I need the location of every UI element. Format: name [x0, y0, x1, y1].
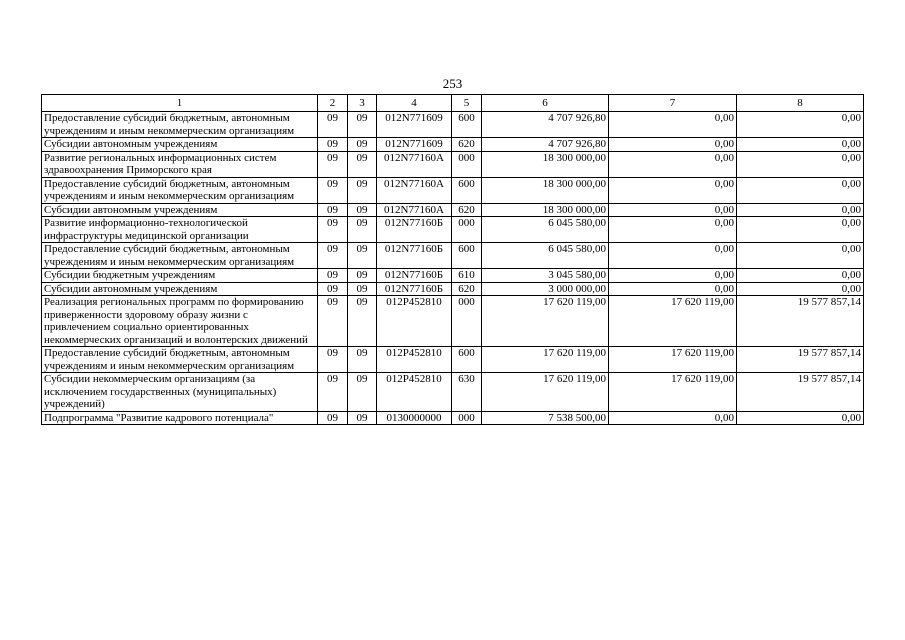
- amount-col8-cell: 0,00: [737, 151, 864, 177]
- table-row: [42, 217, 864, 243]
- column-header: 8: [737, 95, 864, 112]
- amount-col6-cell: 4 707 926,80: [482, 138, 609, 152]
- page-number: 253: [442, 76, 463, 91]
- amount-col7-cell: 17 620 119,00: [609, 296, 737, 347]
- section-code-cell: 09: [318, 243, 348, 269]
- target-article-cell: 012N77160Б: [377, 282, 452, 296]
- amount-col8-cell: 19 577 857,14: [737, 347, 864, 373]
- target-article-cell: 012N771609: [377, 112, 452, 138]
- target-article-cell: 012N77160Б: [377, 243, 452, 269]
- expense-type-cell: 610: [452, 269, 482, 283]
- amount-col7-cell: 0,00: [609, 177, 737, 203]
- target-article-cell: 012P452810: [377, 296, 452, 347]
- subsection-code-cell: 09: [348, 282, 377, 296]
- table-row: [42, 296, 864, 347]
- subsection-code-cell: 09: [348, 138, 377, 152]
- amount-col8-cell: 0,00: [737, 177, 864, 203]
- section-code-cell: 09: [318, 177, 348, 203]
- amount-col7-cell: 0,00: [609, 243, 737, 269]
- amount-col8-cell: 19 577 857,14: [737, 296, 864, 347]
- row-name-cell: Предоставление субсидий бюджетным, автономным учреждениям и иным некоммерческим организациям: [42, 177, 318, 203]
- amount-col6-cell: 6 045 580,00: [482, 217, 609, 243]
- expense-type-cell: 600: [452, 347, 482, 373]
- amount-col7-cell: 0,00: [609, 112, 737, 138]
- row-name-cell: Предоставление субсидий бюджетным, автономным учреждениям и иным некоммерческим организациям: [42, 347, 318, 373]
- amount-col8-cell: 0,00: [737, 138, 864, 152]
- expense-type-cell: 620: [452, 282, 482, 296]
- subsection-code-cell: 09: [348, 243, 377, 269]
- target-article-cell: 012N771609: [377, 138, 452, 152]
- table-row: [42, 373, 864, 412]
- target-article-cell: 012N77160Б: [377, 269, 452, 283]
- table-row: [42, 112, 864, 138]
- row-name-cell: Субсидии некоммерческим организациям (за исключением государственных (муниципальных) учреждений): [42, 373, 318, 412]
- section-code-cell: 09: [318, 373, 348, 412]
- subsection-code-cell: 09: [348, 296, 377, 347]
- amount-col7-cell: 0,00: [609, 282, 737, 296]
- header-row: [42, 95, 864, 112]
- amount-col7-cell: 0,00: [609, 151, 737, 177]
- row-name-cell: Субсидии автономным учреждениям: [42, 138, 318, 152]
- table-row: [42, 269, 864, 283]
- expense-type-cell: 600: [452, 112, 482, 138]
- amount-col8-cell: 0,00: [737, 203, 864, 217]
- row-name-cell: Субсидии автономным учреждениям: [42, 282, 318, 296]
- amount-col7-cell: 0,00: [609, 411, 737, 425]
- row-name-cell: Развитие информационно-технологической инфраструктуры медицинской организации: [42, 217, 318, 243]
- amount-col7-cell: 17 620 119,00: [609, 347, 737, 373]
- target-article-cell: 012N77160Б: [377, 217, 452, 243]
- expense-type-cell: 630: [452, 373, 482, 412]
- row-name-cell: Развитие региональных информационных систем здравоохранения Приморского края: [42, 151, 318, 177]
- expense-type-cell: 000: [452, 151, 482, 177]
- amount-col8-cell: 0,00: [737, 243, 864, 269]
- subsection-code-cell: 09: [348, 373, 377, 412]
- amount-col6-cell: 6 045 580,00: [482, 243, 609, 269]
- target-article-cell: 0130000000: [377, 411, 452, 425]
- amount-col6-cell: 18 300 000,00: [482, 151, 609, 177]
- table-row: [42, 347, 864, 373]
- amount-col8-cell: 0,00: [737, 112, 864, 138]
- section-code-cell: 09: [318, 347, 348, 373]
- target-article-cell: 012P452810: [377, 373, 452, 412]
- column-header: 6: [482, 95, 609, 112]
- column-header: 2: [318, 95, 348, 112]
- amount-col6-cell: 18 300 000,00: [482, 203, 609, 217]
- row-name-cell: Реализация региональных программ по формированию приверженности здоровому образу жизни с привлечением социально ориентированных некоммерческих организаций и волонтерских движений: [42, 296, 318, 347]
- expense-type-cell: 620: [452, 138, 482, 152]
- target-article-cell: 012N77160A: [377, 151, 452, 177]
- table-row: [42, 243, 864, 269]
- expense-type-cell: 620: [452, 203, 482, 217]
- expense-type-cell: 600: [452, 243, 482, 269]
- target-article-cell: 012P452810: [377, 347, 452, 373]
- amount-col8-cell: 19 577 857,14: [737, 373, 864, 412]
- section-code-cell: 09: [318, 112, 348, 138]
- section-code-cell: 09: [318, 296, 348, 347]
- amount-col6-cell: 18 300 000,00: [482, 177, 609, 203]
- amount-col6-cell: 3 045 580,00: [482, 269, 609, 283]
- amount-col6-cell: 7 538 500,00: [482, 411, 609, 425]
- subsection-code-cell: 09: [348, 217, 377, 243]
- column-header: 5: [452, 95, 482, 112]
- subsection-code-cell: 09: [348, 347, 377, 373]
- amount-col7-cell: 17 620 119,00: [609, 373, 737, 412]
- section-code-cell: 09: [318, 269, 348, 283]
- table-row: [42, 282, 864, 296]
- target-article-cell: 012N77160A: [377, 203, 452, 217]
- table-row: [42, 203, 864, 217]
- expense-type-cell: 000: [452, 411, 482, 425]
- amount-col6-cell: 17 620 119,00: [482, 347, 609, 373]
- section-code-cell: 09: [318, 411, 348, 425]
- amount-col6-cell: 17 620 119,00: [482, 296, 609, 347]
- expense-type-cell: 000: [452, 217, 482, 243]
- amount-col7-cell: 0,00: [609, 138, 737, 152]
- subsection-code-cell: 09: [348, 269, 377, 283]
- amount-col8-cell: 0,00: [737, 282, 864, 296]
- expense-type-cell: 000: [452, 296, 482, 347]
- amount-col6-cell: 17 620 119,00: [482, 373, 609, 412]
- table-row: [42, 177, 864, 203]
- column-header: 7: [609, 95, 737, 112]
- subsection-code-cell: 09: [348, 177, 377, 203]
- row-name-cell: Подпрограмма "Развитие кадрового потенциала": [42, 411, 318, 425]
- column-header: 1: [42, 95, 318, 112]
- section-code-cell: 09: [318, 217, 348, 243]
- amount-col8-cell: 0,00: [737, 269, 864, 283]
- column-header: 4: [377, 95, 452, 112]
- amount-col8-cell: 0,00: [737, 411, 864, 425]
- expense-type-cell: 600: [452, 177, 482, 203]
- column-header: 3: [348, 95, 377, 112]
- table-row: [42, 138, 864, 152]
- target-article-cell: 012N77160A: [377, 177, 452, 203]
- row-name-cell: Предоставление субсидий бюджетным, автономным учреждениям и иным некоммерческим организациям: [42, 112, 318, 138]
- subsection-code-cell: 09: [348, 112, 377, 138]
- subsection-code-cell: 09: [348, 151, 377, 177]
- section-code-cell: 09: [318, 203, 348, 217]
- amount-col6-cell: 4 707 926,80: [482, 112, 609, 138]
- budget-table: [41, 94, 864, 425]
- subsection-code-cell: 09: [348, 411, 377, 425]
- row-name-cell: Субсидии бюджетным учреждениям: [42, 269, 318, 283]
- section-code-cell: 09: [318, 282, 348, 296]
- row-name-cell: Субсидии автономным учреждениям: [42, 203, 318, 217]
- amount-col6-cell: 3 000 000,00: [482, 282, 609, 296]
- amount-col8-cell: 0,00: [737, 217, 864, 243]
- table-row: [42, 411, 864, 425]
- row-name-cell: Предоставление субсидий бюджетным, автономным учреждениям и иным некоммерческим организациям: [42, 243, 318, 269]
- section-code-cell: 09: [318, 151, 348, 177]
- section-code-cell: 09: [318, 138, 348, 152]
- amount-col7-cell: 0,00: [609, 217, 737, 243]
- table-row: [42, 151, 864, 177]
- amount-col7-cell: 0,00: [609, 203, 737, 217]
- subsection-code-cell: 09: [348, 203, 377, 217]
- amount-col7-cell: 0,00: [609, 269, 737, 283]
